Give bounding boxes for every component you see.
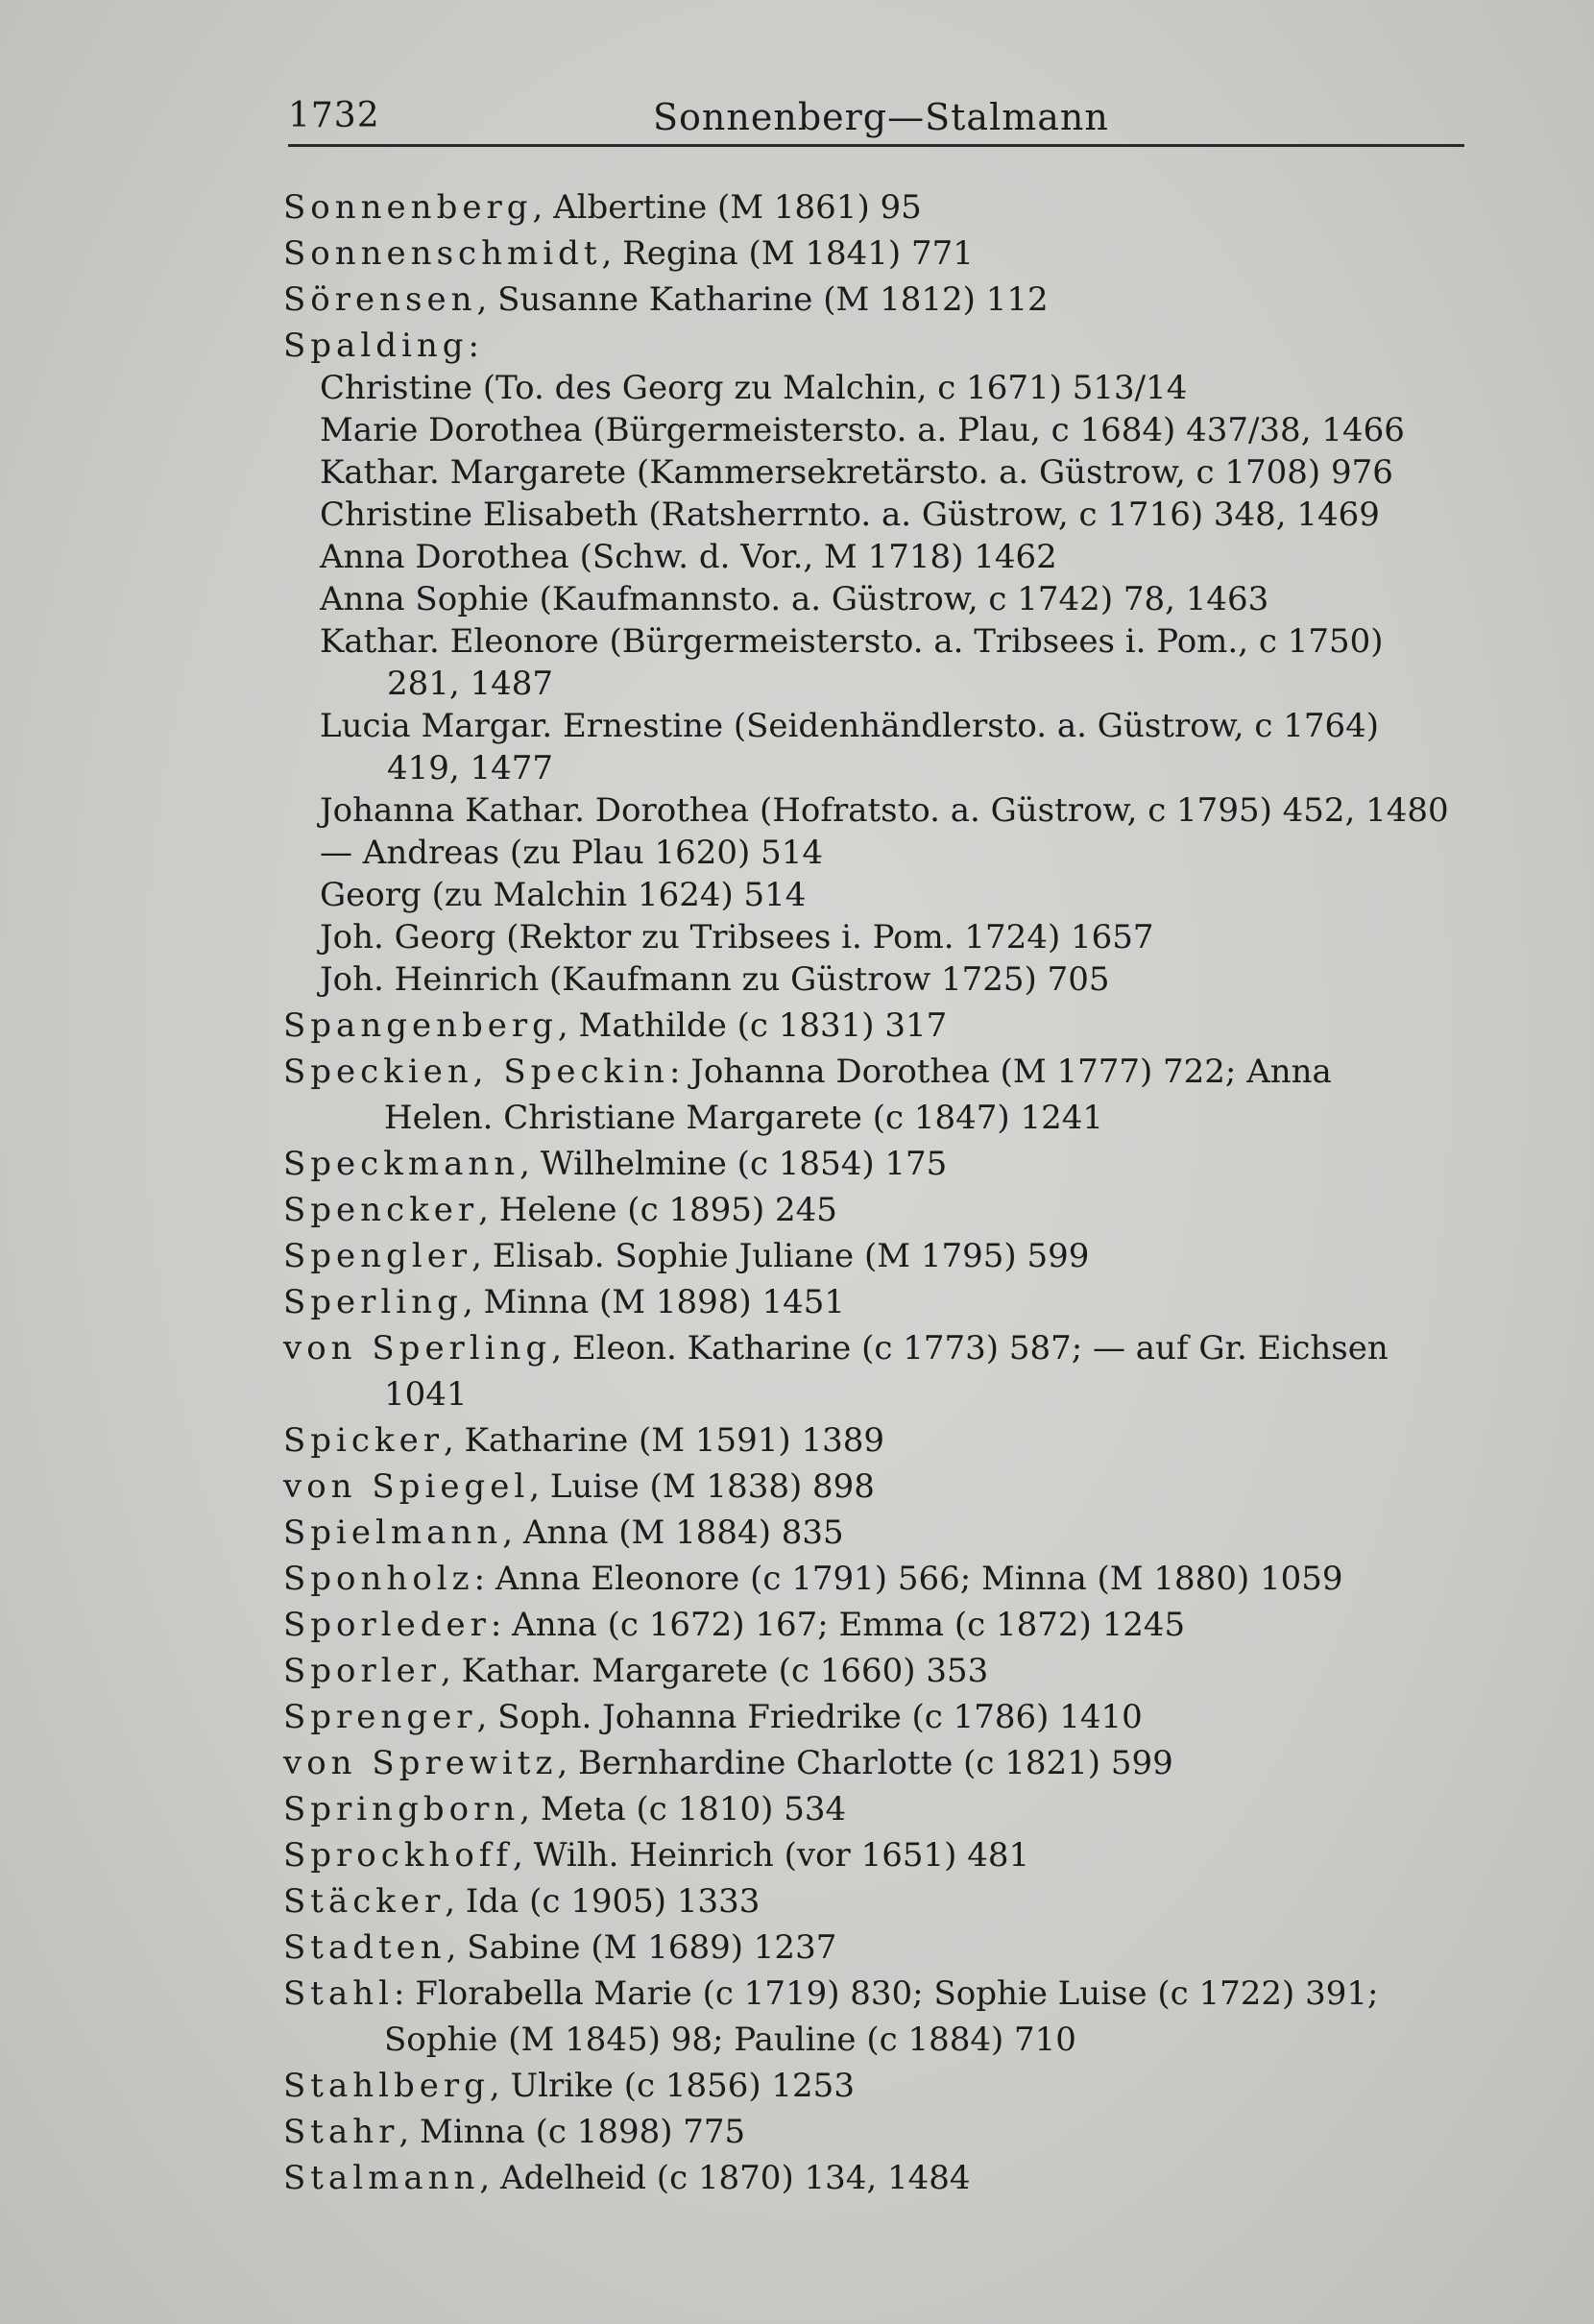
entry-text: , Minna (M 1898) 1451 xyxy=(462,1283,846,1321)
entry-text: : Anna Eleonore (c 1791) 566; Minna (M 1880) 1059 xyxy=(473,1560,1343,1598)
entry-text: Anna Dorothea (Schw. d. Vor., M 1718) 1462 xyxy=(320,538,1057,576)
index-entry xyxy=(283,367,1464,409)
index-entry xyxy=(283,705,1464,747)
entry-surname: Spengler xyxy=(283,1237,472,1275)
entry-text: Lucia Margar. Ernestine (Seidenhändlersto. a. Güstrow, c 1764) xyxy=(320,707,1379,745)
index-entry xyxy=(283,789,1464,832)
entry-surname: Spangenberg xyxy=(283,1006,558,1045)
entry-text: , Eleon. Katharine (c 1773) 587; — auf Gr. Eichsen xyxy=(551,1329,1389,1368)
entry-surname: Spielmann xyxy=(283,1513,503,1552)
index-entry xyxy=(283,186,1464,229)
running-title: Sonnenberg—Stalmann xyxy=(653,96,1109,138)
entry-text: , Ulrike (c 1856) 1253 xyxy=(489,2067,855,2105)
index-entry xyxy=(283,747,1464,789)
entry-surname: Sonnenschmidt xyxy=(283,234,602,273)
entry-text: , Soph. Johanna Friedrike (c 1786) 1410 xyxy=(476,1698,1143,1736)
entry-text: , Mathilde (c 1831) 317 xyxy=(557,1006,948,1045)
entry-surname: Sprockhoff xyxy=(283,1836,513,1875)
entry-text: Kathar. Eleonore (Bürgermeistersto. a. Tribsees i. Pom., c 1750) xyxy=(320,622,1384,661)
index-entry xyxy=(283,958,1464,1001)
entry-text: , Wilh. Heinrich (vor 1651) 481 xyxy=(512,1836,1030,1875)
entry-surname: von Sprewitz xyxy=(283,1744,558,1782)
entry-text: , Kathar. Margarete (c 1660) 353 xyxy=(441,1652,989,1690)
entry-surname: Stäcker xyxy=(283,1882,446,1921)
entry-text: , Katharine (M 1591) 1389 xyxy=(443,1421,885,1460)
index-entry xyxy=(283,1650,1464,1692)
index-entry xyxy=(283,494,1464,536)
entry-surname: Stahlberg xyxy=(283,2067,490,2105)
entry-text: — Andreas (zu Plau 1620) 514 xyxy=(320,834,824,872)
index-entry xyxy=(283,409,1464,451)
index-entry xyxy=(283,232,1464,275)
index-entry xyxy=(283,832,1464,874)
index-entry xyxy=(283,1005,1464,1047)
entry-text: , Adelheid (c 1870) 134, 1484 xyxy=(479,2159,971,2197)
entry-surname: Sperling xyxy=(283,1283,463,1321)
index-entry xyxy=(283,451,1464,494)
index-entry xyxy=(283,536,1464,578)
entry-text: Helen. Christiane Margarete (c 1847) 1241 xyxy=(384,1099,1103,1137)
entry-text: , Regina (M 1841) 771 xyxy=(601,234,974,273)
entry-surname: Spencker xyxy=(283,1191,479,1229)
index-entry xyxy=(283,1143,1464,1185)
index-entry xyxy=(283,2019,1464,2061)
entry-text: Johanna Kathar. Dorothea (Hofratsto. a. Güstrow, c 1795) 452, 1480 xyxy=(320,791,1449,830)
index-entry xyxy=(283,1281,1464,1323)
entry-surname: Stalmann xyxy=(283,2159,480,2197)
index-entry xyxy=(283,1742,1464,1784)
index-entry xyxy=(283,1788,1464,1830)
page-header xyxy=(288,96,1464,147)
entry-text: Joh. Georg (Rektor zu Tribsees i. Pom. 1724) 1657 xyxy=(320,918,1154,956)
index-entry xyxy=(283,2065,1464,2107)
entry-text: , Ida (c 1905) 1333 xyxy=(445,1882,761,1921)
index-entry xyxy=(283,1834,1464,1876)
entry-surname: Sponholz xyxy=(283,1560,474,1598)
entry-text: Kathar. Margarete (Kammersekretärsto. a. Güstrow, c 1708) 976 xyxy=(320,453,1393,492)
entry-text: Christine (To. des Georg zu Malchin, c 1671) 513/14 xyxy=(320,369,1188,407)
index-entry xyxy=(283,578,1464,620)
entry-surname: Sonnenberg xyxy=(283,188,533,227)
entry-surname: Spalding xyxy=(283,327,469,365)
entry-text: Sophie (M 1845) 98; Pauline (c 1884) 710 xyxy=(384,2021,1076,2059)
entry-text: , Helene (c 1895) 245 xyxy=(478,1191,837,1229)
entry-surname: Spicker xyxy=(283,1421,444,1460)
entry-text: Anna Sophie (Kaufmannsto. a. Güstrow, c 1742) 78, 1463 xyxy=(320,580,1269,618)
index-entry xyxy=(283,1880,1464,1923)
page-number: 1732 xyxy=(288,96,380,135)
index-entry xyxy=(283,1327,1464,1369)
entry-text: 281, 1487 xyxy=(387,665,554,703)
entry-surname: Speckien, Speckin xyxy=(283,1053,669,1091)
entry-text: , Sabine (M 1689) 1237 xyxy=(446,1928,837,1967)
entry-text: Georg (zu Malchin 1624) 514 xyxy=(320,876,807,914)
index-entry xyxy=(283,1973,1464,2015)
entry-surname: Speckmann xyxy=(283,1145,520,1183)
entry-surname: Springborn xyxy=(283,1790,520,1828)
entry-text: , Wilhelmine (c 1854) 175 xyxy=(519,1145,948,1183)
index-entry xyxy=(283,663,1464,705)
entry-text: , Elisab. Sophie Juliane (M 1795) 599 xyxy=(471,1237,1090,1275)
index-entry xyxy=(283,1051,1464,1093)
index-entry xyxy=(283,325,1464,367)
entry-text: 419, 1477 xyxy=(387,749,554,787)
entry-text: , Anna (M 1884) 835 xyxy=(502,1513,844,1552)
index-entry xyxy=(283,1696,1464,1738)
index-entry xyxy=(283,874,1464,916)
entry-surname: Sporleder xyxy=(283,1606,491,1644)
entry-text: , Bernhardine Charlotte (c 1821) 599 xyxy=(557,1744,1173,1782)
entry-surname: Stadten xyxy=(283,1928,447,1967)
index-entry xyxy=(283,1558,1464,1600)
entry-text: : Johanna Dorothea (M 1777) 722; Anna xyxy=(668,1053,1332,1091)
entry-text: : xyxy=(468,327,479,365)
index-entry xyxy=(283,1512,1464,1554)
index-entry xyxy=(283,620,1464,663)
entry-text: Joh. Heinrich (Kaufmann zu Güstrow 1725) 705 xyxy=(320,960,1110,999)
entry-text: , Albertine (M 1861) 95 xyxy=(532,188,922,227)
entry-surname: Stahr xyxy=(283,2113,399,2151)
entry-surname: Stahl xyxy=(283,1974,394,2013)
entry-surname: von Spiegel xyxy=(283,1467,530,1506)
entry-text: , Meta (c 1810) 534 xyxy=(519,1790,847,1828)
index-entry xyxy=(283,1604,1464,1646)
index-entries xyxy=(283,182,1464,2199)
entry-text: , Luise (M 1838) 898 xyxy=(529,1467,875,1506)
index-entry xyxy=(283,1189,1464,1231)
entry-text: : Anna (c 1672) 167; Emma (c 1872) 1245 xyxy=(490,1606,1186,1644)
entry-text: , Minna (c 1898) 775 xyxy=(398,2113,746,2151)
entry-text: Christine Elisabeth (Ratsherrnto. a. Güstrow, c 1716) 348, 1469 xyxy=(320,496,1380,534)
index-entry xyxy=(283,1373,1464,1416)
index-entry xyxy=(283,916,1464,958)
entry-text: 1041 xyxy=(384,1375,468,1414)
entry-text: , Susanne Katharine (M 1812) 112 xyxy=(476,280,1049,319)
index-entry xyxy=(283,2111,1464,2153)
index-entry xyxy=(283,1235,1464,1277)
entry-surname: Sprenger xyxy=(283,1698,477,1736)
entry-surname: von Sperling xyxy=(283,1329,552,1368)
entry-text: Marie Dorothea (Bürgermeistersto. a. Plau, c 1684) 437/38, 1466 xyxy=(320,411,1405,449)
index-entry xyxy=(283,1419,1464,1462)
index-entry xyxy=(283,278,1464,321)
index-entry xyxy=(283,1097,1464,1139)
index-entry xyxy=(283,2157,1464,2199)
entry-text: : Florabella Marie (c 1719) 830; Sophie Luise (c 1722) 391; xyxy=(394,1974,1379,2013)
index-entry xyxy=(283,1465,1464,1508)
index-entry xyxy=(283,1926,1464,1969)
entry-surname: Sörensen xyxy=(283,280,477,319)
entry-surname: Sporler xyxy=(283,1652,442,1690)
